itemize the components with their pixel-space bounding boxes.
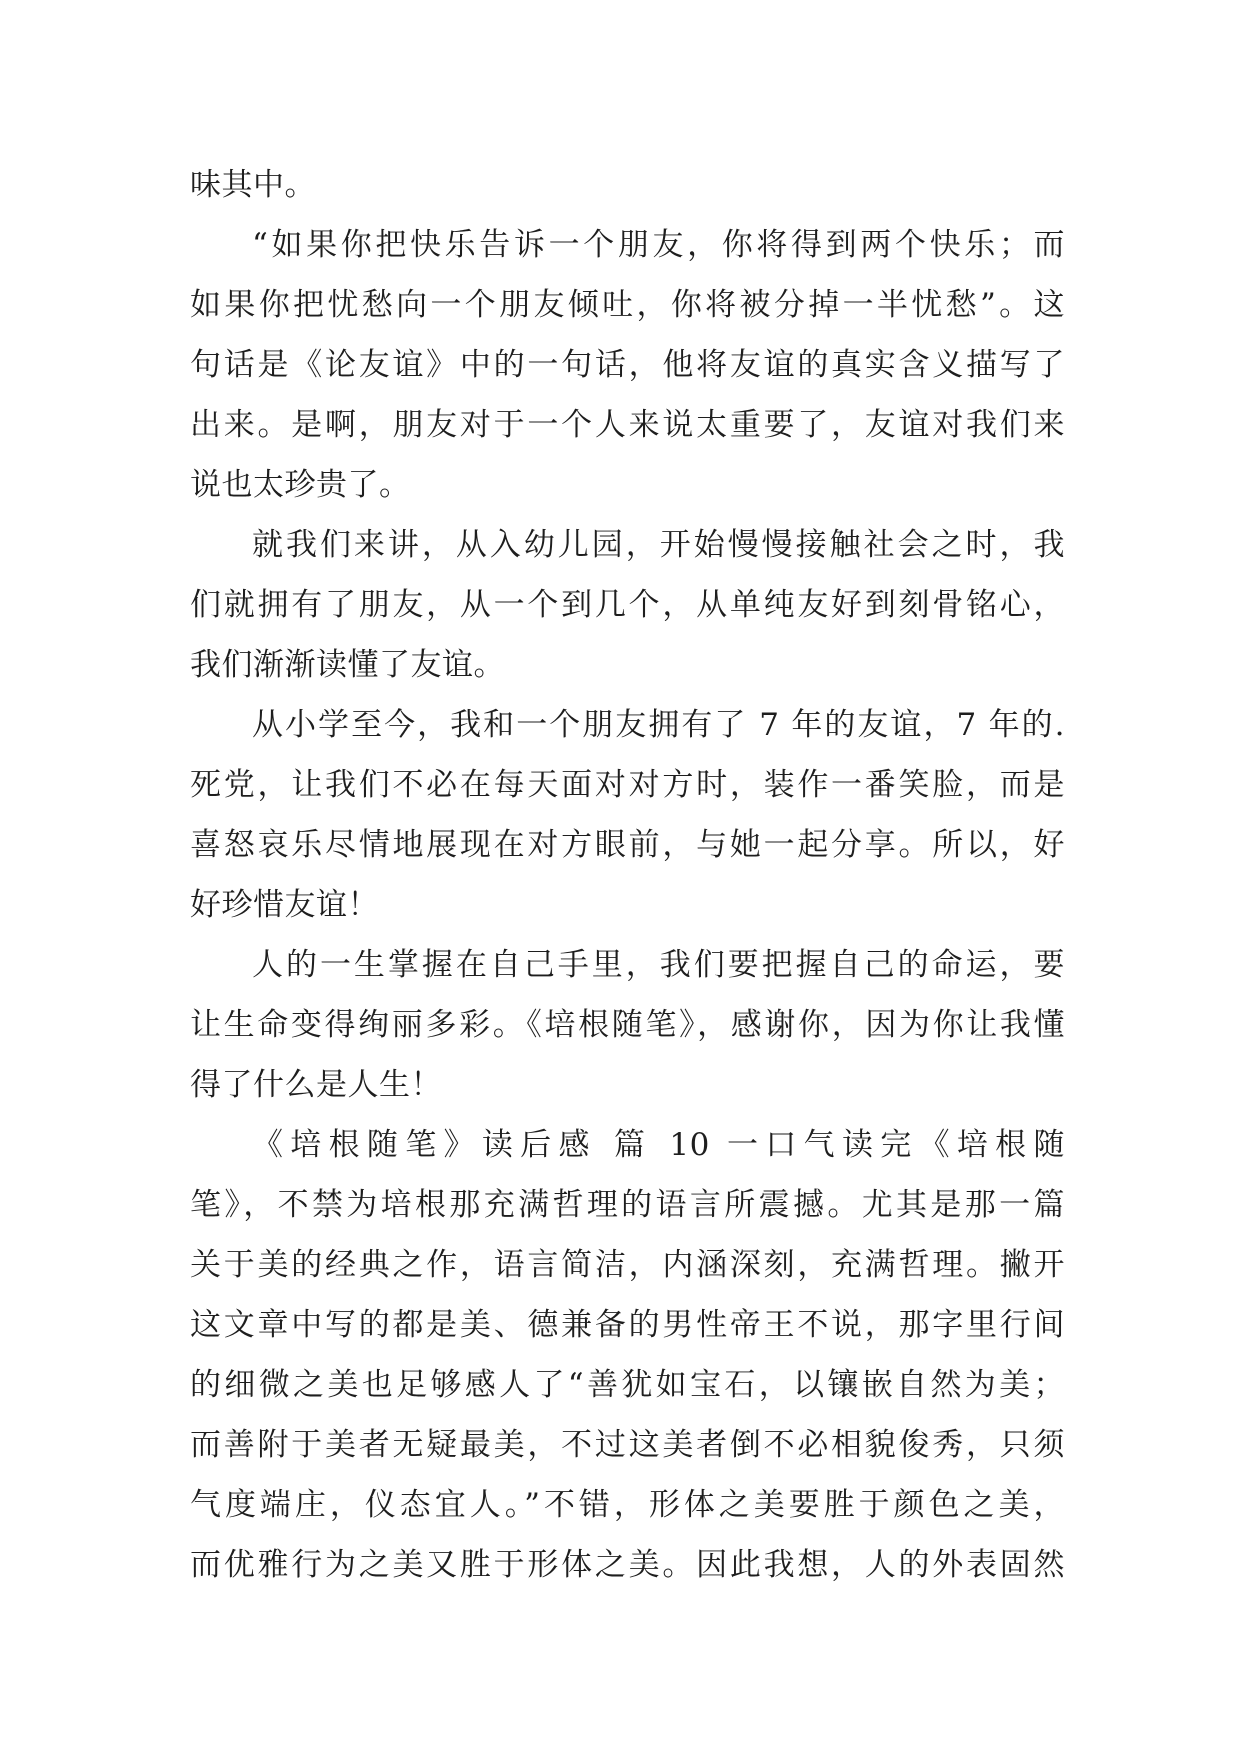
text-line: 喜怒哀乐尽情地展现在对方眼前，与她一起分享。所以，好 [190,827,1065,863]
text-line: 出来。是啊，朋友对于一个人来说太重要了，友谊对我们来 [190,407,1065,443]
text-line: 而善附于美者无疑最美，不过这美者倒不必相貌俊秀，只须 [190,1427,1065,1463]
text-line: “如果你把快乐告诉一个朋友，你将得到两个快乐；而 [252,227,1065,263]
text-line: 说也太珍贵了。 [190,467,411,503]
text-line: 气度端庄，仪态宜人。”不错，形体之美要胜于颜色之美， [190,1487,1065,1523]
text-line: 得了什么是人生！ [190,1067,442,1103]
text-line: 死党，让我们不必在每天面对对方时，装作一番笑脸，而是 [190,767,1065,803]
text-line: 味其中。 [190,167,316,203]
text-line: 关于美的经典之作，语言简洁，内涵深刻，充满哲理。撇开 [190,1247,1065,1283]
text-line: 《培根随笔》读后感 篇 10 一口气读完《培根随 [252,1127,1065,1163]
text-line: 人的一生掌握在自己手里，我们要把握自己的命运，要 [252,947,1065,983]
text-line: 们就拥有了朋友，从一个到几个，从单纯友好到刻骨铭心， [190,587,1065,623]
text-line: 的细微之美也足够感人了“善犹如宝石，以镶嵌自然为美； [190,1367,1065,1403]
body-text [190,155,1065,1595]
text-line: 好珍惜友谊！ [190,887,379,923]
text-line: 我们渐渐读懂了友谊。 [190,647,505,683]
text-line: 笔》，不禁为培根那充满哲理的语言所震撼。尤其是那一篇 [190,1187,1065,1223]
text-line: 句话是《论友谊》中的一句话，他将友谊的真实含义描写了 [190,347,1065,383]
text-line: 就我们来讲，从入幼儿园，开始慢慢接触社会之时，我 [252,527,1065,563]
text-line: 这文章中写的都是美、德兼备的男性帝王不说，那字里行间 [190,1307,1065,1343]
text-line: 如果你把忧愁向一个朋友倾吐，你将被分掉一半忧愁”。这 [190,287,1065,323]
text-line: 让生命变得绚丽多彩。《培根随笔》，感谢你，因为你让我懂 [190,1007,1065,1043]
text-line: 从小学至今，我和一个朋友拥有了 7 年的友谊，7 年的. [252,707,1065,743]
text-line: 而优雅行为之美又胜于形体之美。因此我想，人的外表固然 [190,1547,1065,1583]
